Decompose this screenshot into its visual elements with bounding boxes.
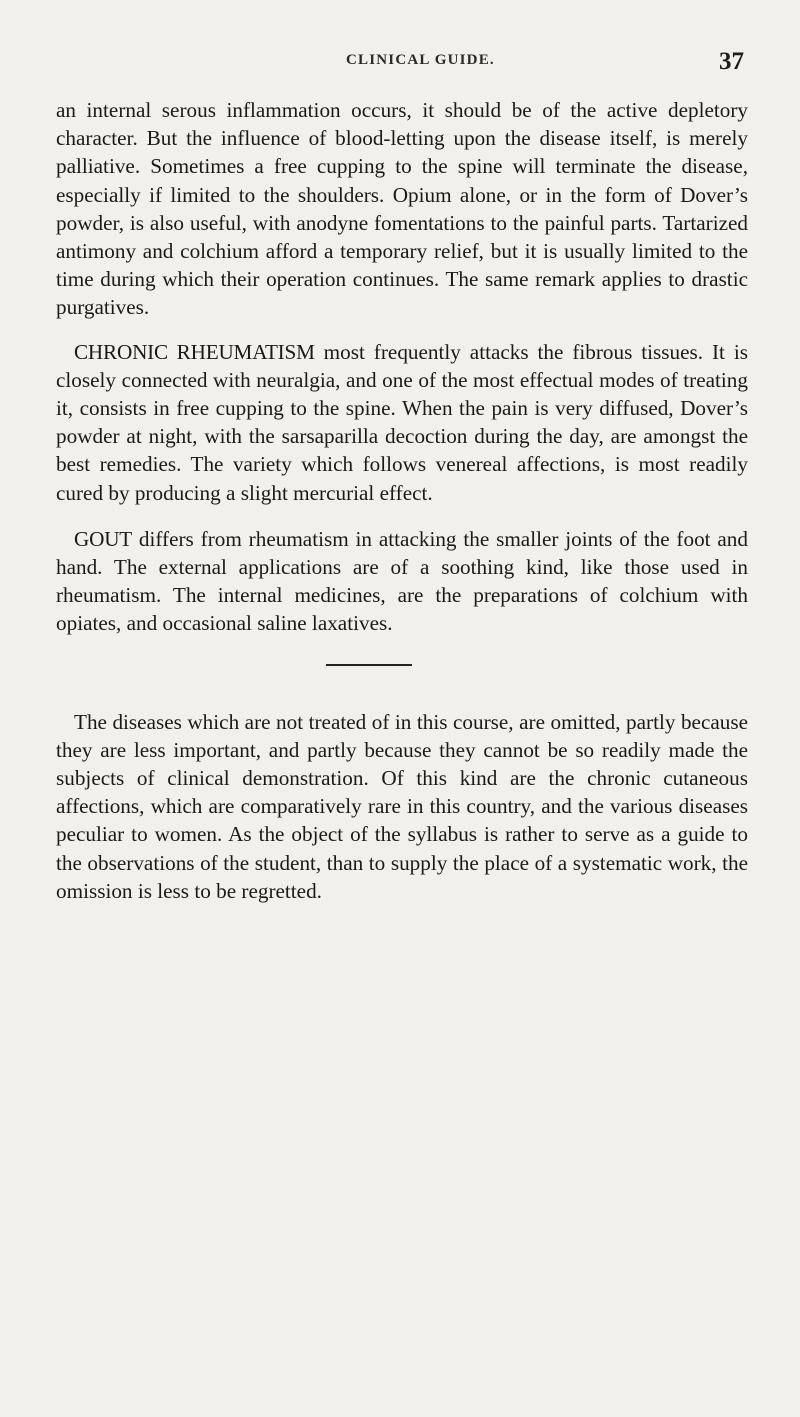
running-head-title: CLINICAL GUIDE. [346,52,495,68]
paragraph-gout [56,525,748,638]
paragraph-chronic-rheumatism [56,338,748,507]
running-head [56,50,744,84]
page-number: 37 [719,48,744,75]
section-divider-rule [326,664,412,666]
paragraph-chronic-rheumatism-text: most frequently attacks the fibrous tissues. It is closely connected with neuralgia, and one of the most effectual modes of treating it, consists in free cupping to the spine. When the pain is very diffused, Dover’s powder at night, with the sarsaparilla decoction during the day, are amongst the best remedies. The variety which follows venereal affections, is most readily cured by producing a slight mercurial effect. [56,339,748,505]
paragraph-omitted-diseases: The diseases which are not treated of in this course, are omitted, partly because they are less important, and partly because they cannot be so readily made the subjects of clinical demonstration. Of this kind are the chronic cutaneous affections, which are comparatively rare in this country, and the various diseases peculiar to women. As the object of the syllabus is rather to serve as a guide to the observations of the student, than to supply the place of a systematic work, the omission is less to be regretted. [56,709,748,903]
heading-chronic-rheumatism: CHRONIC RHEUMATISM [74,339,315,364]
page-body [56,96,748,905]
heading-gout: GOUT [74,526,133,551]
paragraph-gout-text: differs from rheumatism in attacking the smaller joints of the foot and hand. The external applications are of a soothing kind, like those used in rheumatism. The internal medicines, are the preparations of colchium with opiates, and occasional saline laxatives. [56,526,748,636]
paragraph-continuation: an internal serous inflammation occurs, it should be of the active depletory character. But the influence of blood-letting upon the disease itself, is merely palliative. Sometimes a free cupping to the spine will terminate the disease, especially if limited to the shoulders. Opium alone, or in the form of Dover’s powder, is also useful, with anodyne fomentations to the painful parts. Tartarized antimony and colchium afford a temporary relief, but it is usually limited to the time during which their operation continues. The same remark applies to drastic purgatives. [56,98,748,320]
